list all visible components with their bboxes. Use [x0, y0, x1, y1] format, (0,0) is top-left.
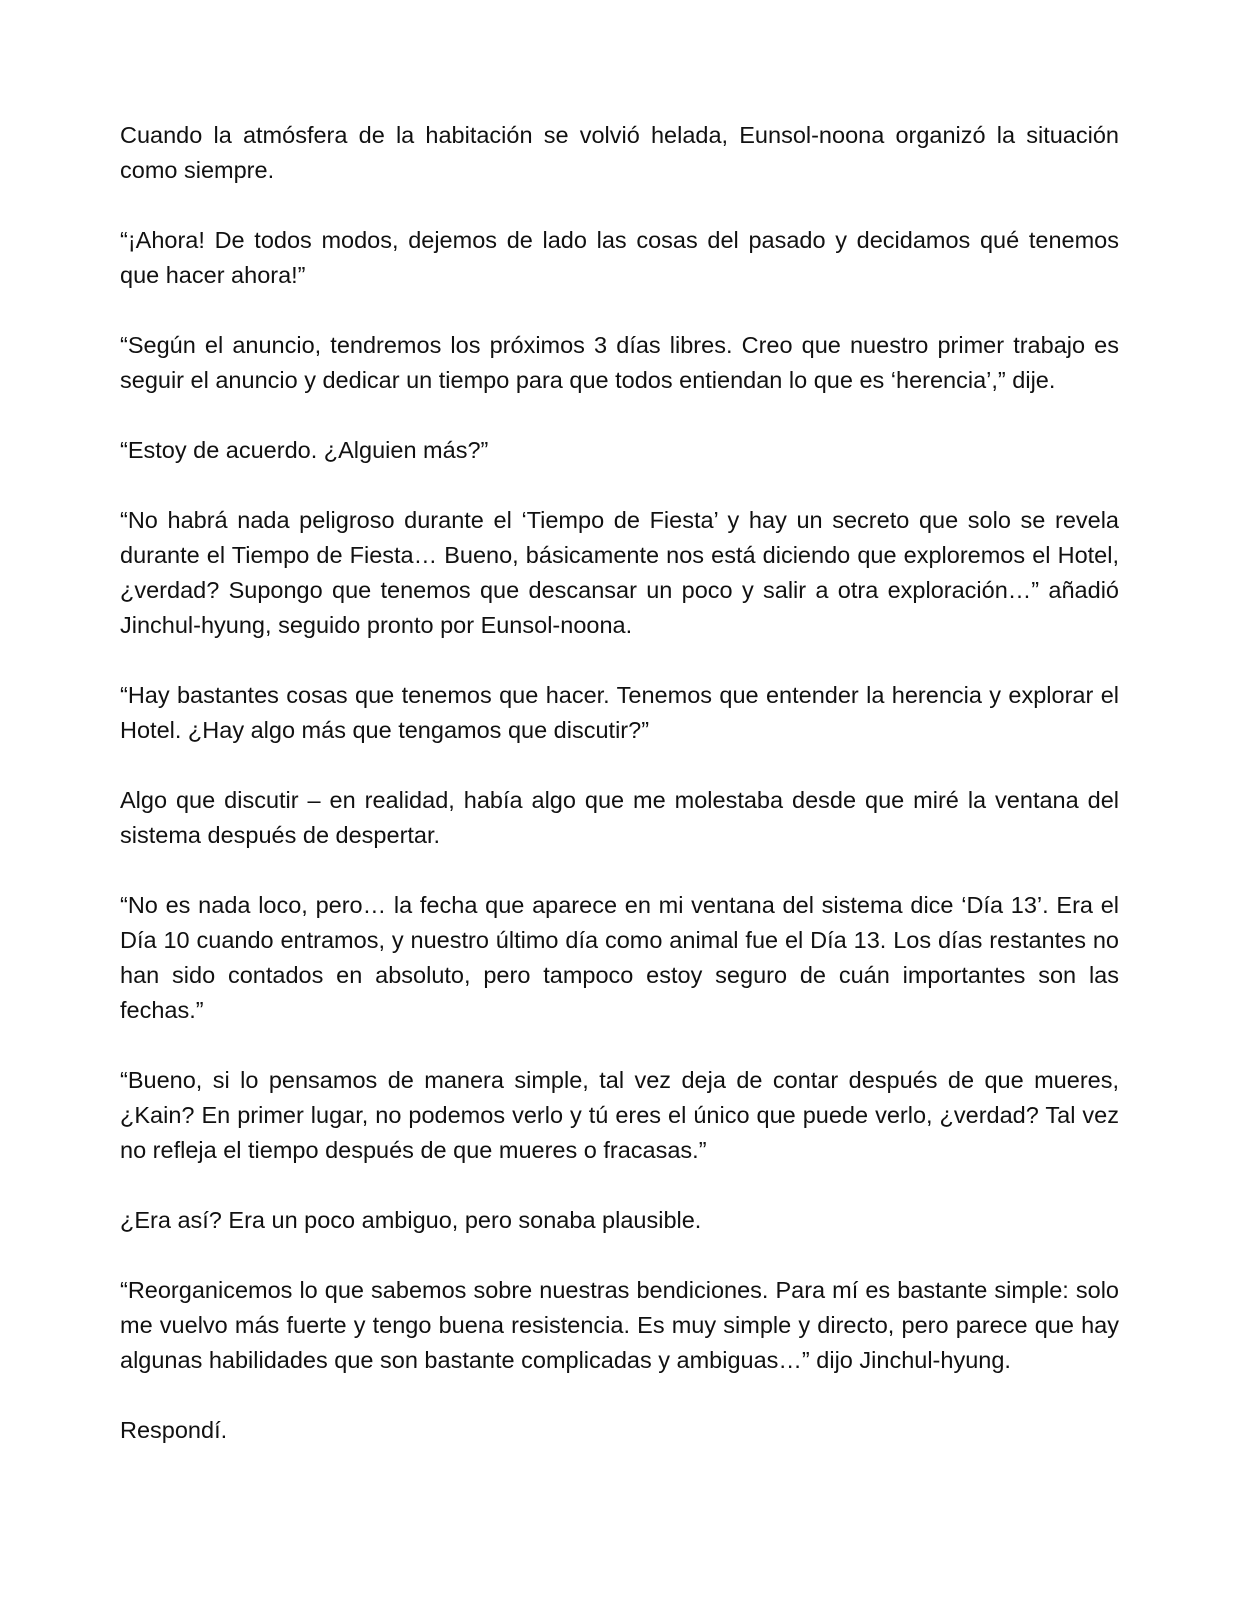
- paragraph: ¿Era así? Era un poco ambiguo, pero sonaba plausible.: [120, 1207, 702, 1233]
- document-body: [120, 118, 1119, 1448]
- paragraph: “Según el anuncio, tendremos los próximos 3 días libres. Creo que nuestro primer trabajo es seguir el anuncio y dedicar un tiempo para que todos entiendan lo que es ‘herencia’,” dije.: [120, 332, 1119, 393]
- paragraph: “No habrá nada peligroso durante el ‘Tiempo de Fiesta’ y hay un secreto que solo se revela durante el Tiempo de Fiesta… Bueno, básicamente nos está diciendo que exploremos el Hotel, ¿verdad? Supongo que tenemos que descansar un poco y salir a otra exploración…” añadió Jinchul-hyung, seguido pronto por Eunsol-noona.: [120, 507, 1119, 638]
- paragraph: “No es nada loco, pero… la fecha que aparece en mi ventana del sistema dice ‘Día 13’. Era el Día 10 cuando entramos, y nuestro último día como animal fue el Día 13. Los días restantes no han sido contados en absoluto, pero tampoco estoy seguro de cuán importantes son las fechas.”: [120, 892, 1119, 1023]
- paragraph: “Hay bastantes cosas que tenemos que hacer. Tenemos que entender la herencia y explorar el Hotel. ¿Hay algo más que tengamos que discutir?”: [120, 682, 1119, 743]
- paragraph: “Bueno, si lo pensamos de manera simple, tal vez deja de contar después de que mueres, ¿Kain? En primer lugar, no podemos verlo y tú eres el único que puede verlo, ¿verdad? Tal vez no refleja el tiempo después de que mueres o fracasas.”: [120, 1067, 1119, 1163]
- paragraph: “Reorganicemos lo que sabemos sobre nuestras bendiciones. Para mí es bastante simple: solo me vuelvo más fuerte y tengo buena resistencia. Es muy simple y directo, pero parece que hay algunas habilidades que son bastante complicadas y ambiguas…” dijo Jinchul-hyung.: [120, 1277, 1119, 1373]
- paragraph: Algo que discutir – en realidad, había algo que me molestaba desde que miré la ventana del sistema después de despertar.: [120, 787, 1119, 848]
- paragraph: Cuando la atmósfera de la habitación se volvió helada, Eunsol-noona organizó la situación como siempre.: [120, 122, 1119, 183]
- paragraph: Respondí.: [120, 1417, 228, 1443]
- paragraph: “Estoy de acuerdo. ¿Alguien más?”: [120, 437, 489, 463]
- paragraph: “¡Ahora! De todos modos, dejemos de lado las cosas del pasado y decidamos qué tenemos que hacer ahora!”: [120, 227, 1119, 288]
